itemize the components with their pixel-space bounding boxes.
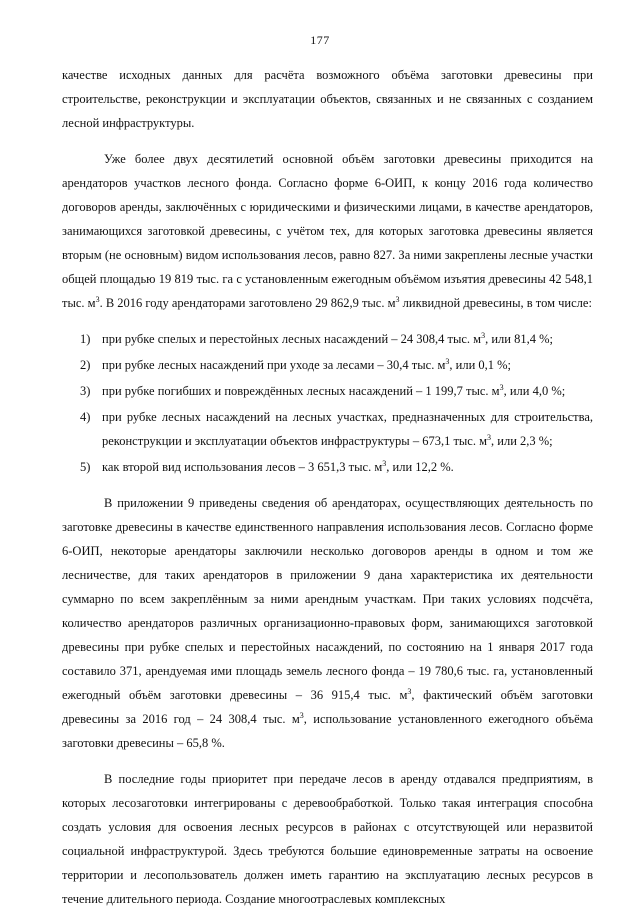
paragraph-1: качестве исходных данных для расчёта возможного объёма заготовки древесины при строительстве, реконструкции и эксплуатации объектов, связанных и не связанных с созданием лесной инфраструктуры.	[62, 68, 593, 130]
document-body	[62, 63, 593, 911]
list-item: 1) при рубке спелых и перестойных лесных насаждений – 24 308,4 тыс. $м^3$, или 81,4 %;	[80, 330, 553, 346]
paragraph-4: В последние годы приоритет при передаче лесов в аренду отдавался предприятиям, в которых лесозаготовки интегрированы с деревообработкой. Только такая интеграция способна создать условия для освоения лесных ресурсов в районах с отсутствующей или неразвитой социальной инфраструктурой. Здесь требуются большие единовременные затраты на освоение территории и лесопользователь должен иметь гарантию на эксплуатацию лесных ресурсов в течение длительного периода. Создание многоотраслевых комплексных	[62, 772, 593, 906]
paragraph-3: В приложении 9 приведены сведения об арендаторах, осуществляющих деятельность по заготовке древесины в качестве единственного направления использования лесов. Согласно форме 6-ОИП, некоторые арендаторы заключили несколько договоров аренды в одном и том же лесничестве, для таких арендаторов в приложении 9 дана характеристика их деятельности суммарно по всем закреплённым за ними арендным участкам. При таких условиях подсчёта, количество арендаторов различных организационно-правовых форм, занимающихся заготовкой древесины при рубке спелых и перестойных насаждений, по состоянию на 1 января 2017 года составило 371, арендуемая ими площадь земель лесного фонда – 19 780,6 тыс. га, установленный ежегодный объём заготовки древесины – 36 915,4 тыс. $м^3$, фактический объём заготовки древесины за 2016 год – 24 308,4 тыс. $м^3$, использование установленного ежегодного объёма заготовки древесины – 65,8 %.	[62, 496, 594, 750]
page-number: 177	[310, 33, 330, 47]
list-item: 5) как второй вид использования лесов – 3 651,3 тыс. $м^3$, или 12,2 %.	[80, 458, 454, 474]
harvest-list	[62, 327, 593, 479]
list-item: 2) при рубке лесных насаждений при уходе за лесами – 30,4 тыс. $м^3$, или 0,1 %;	[80, 356, 512, 372]
list-item: 4) при рубке лесных насаждений на лесных участках, предназначенных для строительства, реконструкции и эксплуатации объектов инфраструктуры – 673,1 тыс. $м^3$, или 2,3 %;	[80, 410, 593, 448]
paragraph-2: Уже более двух десятилетий основной объём заготовки древесины приходится на арендаторов участков лесного фонда. Согласно форме 6-ОИП, к концу 2016 года количество договоров аренды, заключённых с юридическими и физическими лицами, в качестве арендаторов, занимающихся заготовкой древесины, с учётом тех, для которых заготовка древесины является вторым (не основным) видом использования лесов, равно 827. За ними закреплены лесные участки общей площадью 19 819 тыс. га с установленным ежегодным объёмом изъятия древесины 42 548,1 тыс. $м^3$. В 2016 году арендаторами заготовлено 29 862,9 тыс. $м^3$ ликвидной древесины, в том числе:	[62, 152, 593, 310]
list-item: 3) при рубке погибших и повреждённых лесных насаждений – 1 199,7 тыс. $м^3$, или 4,0 %;	[80, 382, 566, 398]
